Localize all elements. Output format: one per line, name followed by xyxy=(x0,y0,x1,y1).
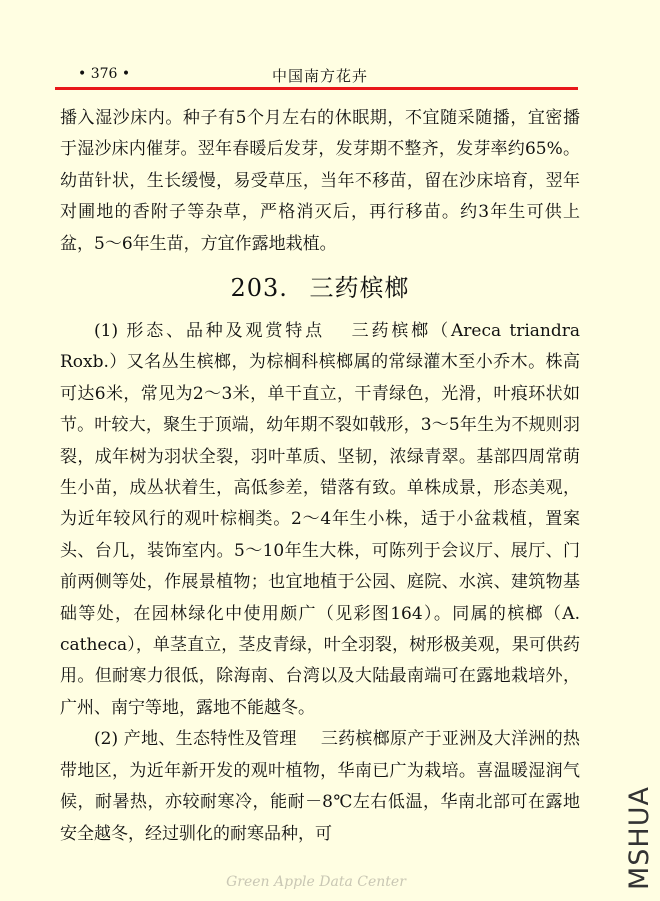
paragraph-origin xyxy=(60,724,580,850)
intro-paragraph: 播入湿沙床内。种子有5个月左右的休眠期，不宜随采随播，宜密播于湿沙床内催芽。翌年春暖后发芽，发芽期不整齐，发芽率约65%。幼苗针状，生长缓慢，易受草压，当年不移苗，留在沙床培育，翌年对圃地的香附子等杂草，严格消灭后，再行移苗。约3年生可供上盆，5～6年生苗，方宜作露地栽植。 xyxy=(60,108,580,254)
section-number: 203. xyxy=(230,274,288,302)
paragraph-text: 三药槟榔（Areca triandra Roxb.）又名丛生槟榔，为棕榈科槟榔属的常绿灌木至小乔木。株高可达6米，常见为2～3米，单干直立，干青绿色，光滑，叶痕环状如节。叶较大，聚生于顶端，幼年期不裂如戟形，3～5年生为不规则羽裂，成年树为羽状全裂，羽叶革质、坚韧，浓绿青翠。基部四周常萌生小苗，成丛状着生，高低参差，错落有致。单株成景，形态美观，为近年较风行的观叶棕榈类。2～4年生小株，适于小盆栽植，置案头、台几，装饰室内。5～10年生大株，可陈列于会议厅、展厅、门前两侧等处，作展景植物；也宜地植于公园、庭院、水滨、建筑物基础等处，在园林绿化中使用颇广（见彩图164）。同属的槟榔（A. catheca），单茎直立，茎皮青绿，叶全羽裂，树形极美观，果可供药用。但耐寒力很低，除海南、台湾以及大陆最南端可在露地栽培外，广州、南宁等地，露地不能越冬。 xyxy=(60,321,580,718)
paragraph-text: 三药槟榔原产于亚洲及大洋洲的热带地区，为近年新开发的观叶植物，华南已广为栽培。喜温暖湿润气候，耐暑热，亦较耐寒冷，能耐－8℃左右低温，华南北部可在露地安全越冬，经过驯化的耐寒品种，可 xyxy=(60,729,580,844)
section-body xyxy=(60,316,580,850)
side-watermark: MSHUA xyxy=(624,786,655,890)
footer-watermark: Green Apple Data Center xyxy=(226,874,406,890)
paragraph-heading: (1) 形态、品种及观赏特点 xyxy=(94,321,325,341)
paragraph-heading: (2) 产地、生态特性及管理 xyxy=(94,729,297,750)
page-number: • 376 • xyxy=(78,66,131,82)
section-title: 三药槟榔 xyxy=(309,274,410,302)
page-header xyxy=(60,64,580,86)
header-rule xyxy=(55,87,578,90)
running-title: 中国南方花卉 xyxy=(271,67,368,85)
section-heading xyxy=(60,268,580,303)
intro-paragraph-block xyxy=(60,103,580,260)
paragraph-morphology xyxy=(60,316,580,724)
